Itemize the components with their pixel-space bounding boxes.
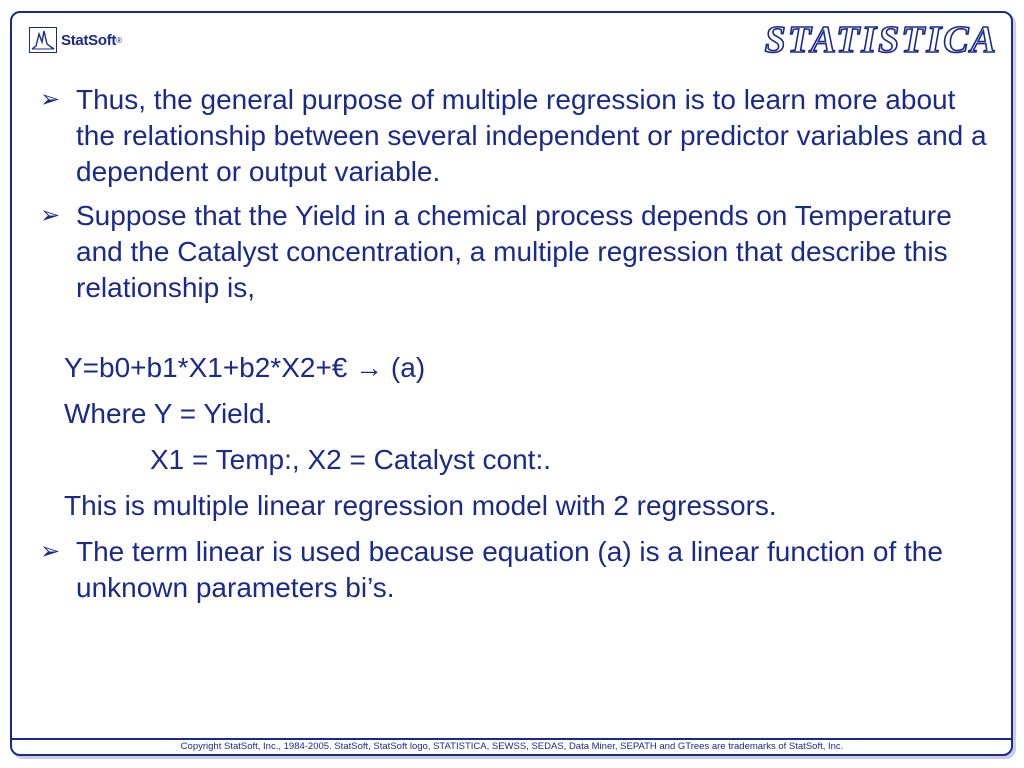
bullet-text: Thus, the general purpose of multiple regression is to learn more about the relationship between several independent or predictor variables and a dependent or output variable. [76, 84, 987, 187]
slide-content [40, 82, 1000, 614]
arrow-bullet-icon: ➢ [40, 202, 61, 229]
bullet-text: Suppose that the Yield in a chemical process depends on Temperature and the Catalyst concentration, a multiple regression that describe this relationship is, [76, 200, 952, 303]
bullet-item [40, 82, 1000, 190]
arrow-bullet-icon: ➢ [40, 538, 61, 565]
registered-mark: ® [116, 35, 123, 45]
model-line: This is multiple linear regression model with 2 regressors. [64, 490, 777, 521]
bullet-item [40, 198, 1000, 306]
equation-line: Y=b0+b1*X1+b2*X2+€ → (a) [64, 352, 426, 383]
bullet-item [40, 534, 1000, 606]
spacer [40, 314, 1000, 350]
where-line: Where Y = Yield. [64, 398, 273, 429]
copyright-footer: Copyright StatSoft, Inc., 1984-2005. StatSoft, StatSoft logo, STATISTICA, SEWSS, SEDAS, Data Miner, SEPATH and GTrees are trademarks of StatSoft, Inc. [180, 741, 844, 752]
brand-title: STATISTICA [764, 19, 998, 61]
variables-line: X1 = Temp:, X2 = Catalyst cont:. [150, 444, 552, 475]
histogram-icon [29, 27, 57, 53]
arrow-bullet-icon: ➢ [40, 86, 61, 113]
logo-text: StatSoft [61, 31, 117, 49]
statsoft-logo [29, 27, 122, 53]
bullet-text: The term linear is used because equation (a) is a linear function of the unknown parameters bi’s. [76, 536, 943, 603]
